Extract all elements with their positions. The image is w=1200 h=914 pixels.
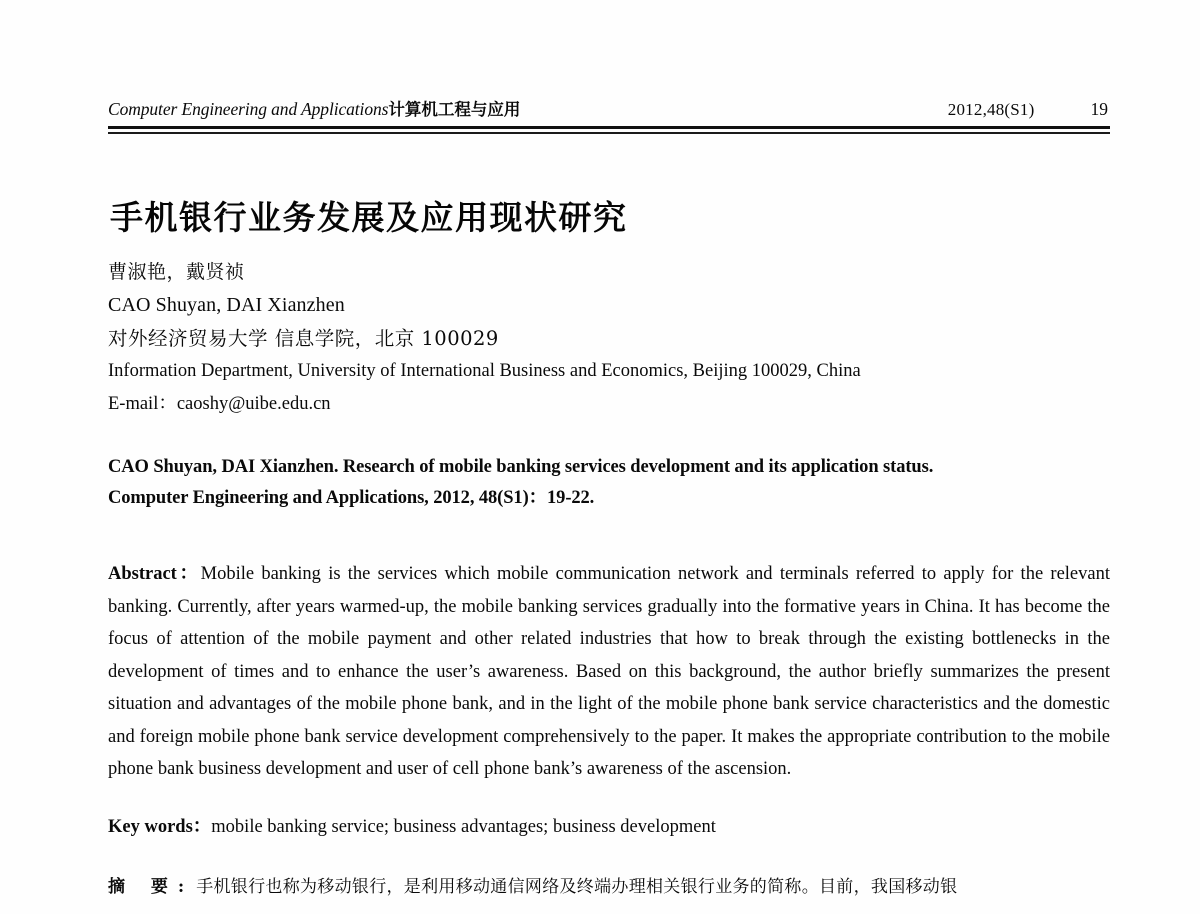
- keywords-value: mobile banking service; business advantages; business development: [211, 817, 716, 837]
- author-names-en: CAO Shuyan, DAI Xianzhen: [108, 294, 345, 316]
- header-journal-title-cn: 计算机工程与应用: [388, 100, 521, 119]
- abstract-text: Mobile banking is the services which mobile communication network and terminals referred to apply for the relevant banking. Currently, after years warmed-up, the mobile banking services gradually into the formative years in China. It has become the focus of attention of the mobile payment and other related industries that how to break through the existing bottlenecks in the development of times and to enhance the user’s awareness. Based on this background, the author briefly summarizes the present situation and advantages of the mobile phone bank, and in the light of the mobile phone bank service characteristics and the domestic and foreign mobile phone bank service development comprehensively to the paper. It makes the appropriate contribution to the mobile phone bank business development and user of cell phone bank’s awareness of the ascension.: [108, 564, 1110, 779]
- chinese-abstract-text: 手机银行也称为移动银行，是利用移动通信网络及终端办理相关银行业务的简称。目前，我国移动银: [196, 877, 958, 897]
- header-rule-thin: [108, 132, 1110, 134]
- citation-line-2: Computer Engineering and Applications, 2012, 48(S1)：19-22.: [108, 488, 595, 508]
- keywords-label: Key words：: [108, 817, 212, 837]
- running-header: [108, 96, 1110, 124]
- citation-block: [108, 452, 1110, 514]
- header-journal-title: [108, 96, 520, 120]
- chinese-abstract-label: 摘 要:: [108, 877, 195, 897]
- header-journal-title-en: Computer Engineering and Applications: [108, 99, 389, 119]
- header-issue: 2012,48(S1): [947, 100, 1035, 119]
- header-rules: [108, 126, 1110, 134]
- affiliation-cn: 对外经济贸易大学 信息学院，北京 100029: [108, 327, 499, 350]
- page-title: 手机银行业务发展及应用现状研究: [110, 198, 628, 238]
- keywords-block: [108, 812, 1110, 842]
- abstract-block: [108, 558, 1110, 786]
- affiliation-en: Information Department, University of International Business and Economics, Beijing 100029, China: [108, 361, 861, 381]
- citation-line-1: CAO Shuyan, DAI Xianzhen. Research of mobile banking services development and its application status.: [108, 457, 934, 477]
- abstract-label: Abstract：: [108, 564, 201, 584]
- chinese-abstract-block: [108, 872, 1118, 902]
- author-email: E-mail：caoshy@uibe.edu.cn: [108, 394, 331, 414]
- header-page-number: 19: [1090, 99, 1108, 119]
- author-names-cn: 曹淑艳，戴贤祯: [108, 261, 245, 283]
- author-block: [108, 256, 1108, 421]
